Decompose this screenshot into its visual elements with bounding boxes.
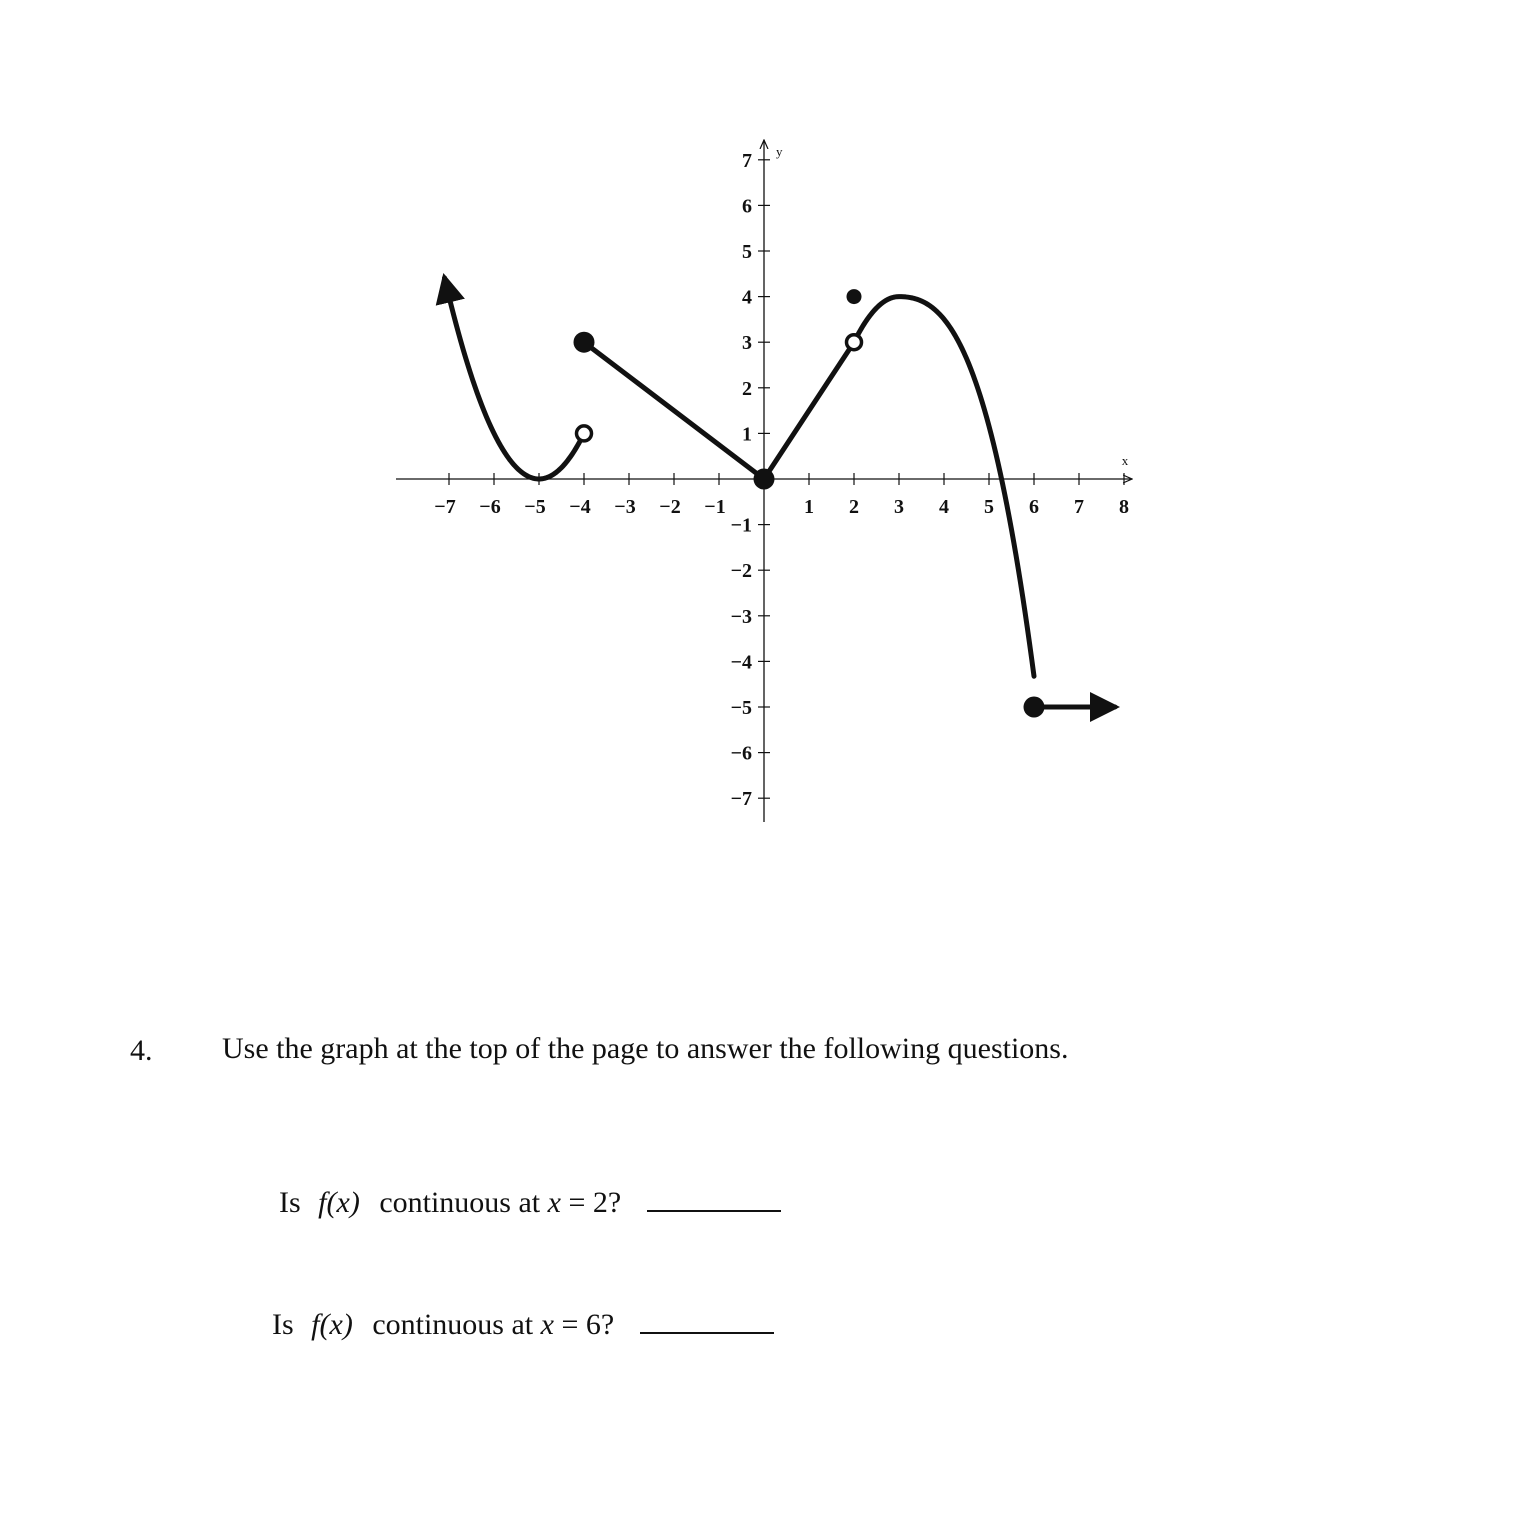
x-tick-label: −3: [614, 496, 636, 518]
closed-point: [754, 469, 775, 490]
answer-blank-1[interactable]: [647, 1184, 781, 1212]
x-tick-label: 8: [1119, 496, 1129, 518]
sub-question-value: = 6?: [561, 1308, 615, 1341]
variable: x: [547, 1186, 561, 1219]
x-tick-label: 7: [1074, 496, 1084, 518]
sub-question-lead: Is: [272, 1308, 294, 1341]
y-tick-label: −4: [730, 651, 752, 674]
variable: x: [540, 1308, 554, 1341]
open-point: [577, 426, 592, 441]
y-tick-label: 3: [742, 332, 752, 355]
sub-question-1: [279, 1184, 781, 1220]
x-tick-label: 1: [804, 496, 814, 518]
sub-question-text: continuous at: [372, 1308, 534, 1341]
x-tick-label: −4: [569, 496, 591, 518]
x-tick-label: −5: [524, 496, 546, 518]
sub-question-value: = 2?: [568, 1186, 622, 1219]
answer-blank-2[interactable]: [640, 1306, 774, 1334]
y-tick-label: −7: [730, 788, 752, 811]
x-tick-label: 4: [939, 496, 949, 518]
closed-point: [847, 289, 862, 304]
y-tick-label: 6: [742, 195, 752, 218]
open-point: [847, 335, 862, 350]
y-tick-label: −1: [730, 514, 752, 537]
curve-segment-up: [764, 342, 854, 479]
closed-point: [1024, 697, 1045, 718]
question-number: 4.: [130, 1034, 153, 1067]
y-tick-label: 5: [742, 241, 752, 263]
x-axis-label: x: [1121, 453, 1129, 468]
y-tick-label: 2: [742, 377, 752, 400]
y-tick-label: −5: [730, 697, 752, 719]
y-tick-label: 7: [742, 149, 752, 172]
closed-point: [574, 332, 595, 353]
y-tick-label: −3: [730, 605, 752, 628]
curve-cubic-hump: [854, 297, 1034, 677]
x-tick-label: −1: [704, 496, 726, 518]
curve-parabola: [445, 278, 585, 479]
curve-segment-down: [584, 342, 764, 479]
x-tick-label: −7: [434, 496, 456, 518]
sub-question-2: [272, 1306, 774, 1342]
y-axis-label: y: [776, 144, 783, 159]
function-notation: f(x): [311, 1308, 353, 1341]
x-tick-label: 2: [849, 496, 859, 518]
x-tick-label: 5: [984, 496, 994, 518]
function-notation: f(x): [318, 1186, 360, 1219]
x-tick-label: 3: [894, 496, 904, 518]
x-tick-label: −6: [479, 496, 501, 518]
y-tick-label: 4: [742, 286, 752, 309]
sub-question-lead: Is: [279, 1186, 301, 1219]
y-tick-label: −2: [730, 560, 752, 583]
question-prompt: Use the graph at the top of the page to answer the following questions.: [222, 1032, 1069, 1065]
x-tick-label: −2: [659, 496, 681, 518]
y-tick-label: 1: [742, 423, 752, 446]
y-tick-label: −6: [730, 742, 752, 765]
x-tick-label: 6: [1029, 496, 1039, 518]
sub-question-text: continuous at: [379, 1186, 541, 1219]
